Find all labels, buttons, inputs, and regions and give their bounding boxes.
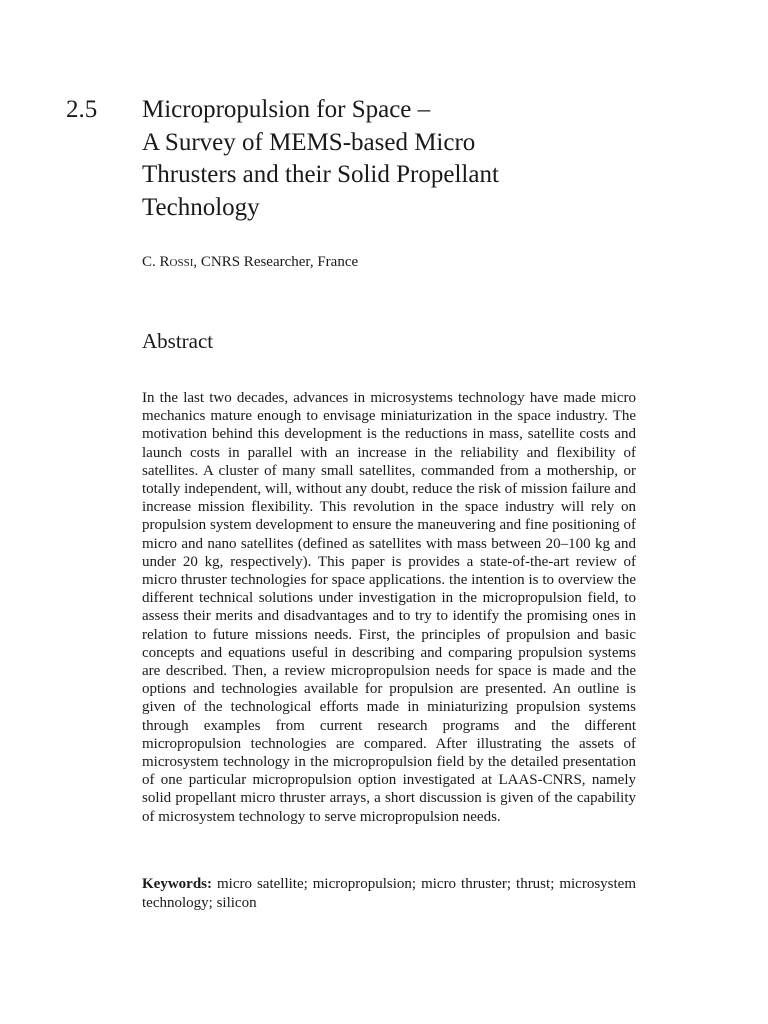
section-title-line: Micropropulsion for Space – — [142, 96, 431, 123]
keywords-label: Keywords: — [142, 876, 212, 892]
abstract-body: In the last two decades, advances in microsystems technology have made micro mechanics mature enough to envisage miniaturization in the space industry. The motivation behind this development is the reductions in mass, satellite costs and launch costs in parallel with an increase in the reliability and flexibility of satellites. A cluster of many small satellites, commanded from a mothership, or totally independent, will, without any doubt, reduce the risk of mission failure and increase mission flexibility. This revolution in the space industry will rely on propulsion system development to ensure the maneuvering and fine positioning of micro and nano satellites (defined as satellites with mass between 20–100 kg and under 20 kg, respectively). This paper is provides a state-of-the-art review of micro thruster technologies for space applications. the intention is to overview the different technical solutions under investigation in the micropropulsion field, to assess their merits and disadvantages and to try to identify the promising ones in relation to future missions needs. First, the principles of propulsion and basic concepts and equations useful in describing and comparing propulsion systems are described. Then, a review micropropulsion needs for space is made and the options and technologies available for propulsion are presented. An outline is given of the technological efforts made in miniaturizing propulsion systems through examples from current research programs and the different micropropulsion technologies are compared. After illustrating the assets of microsystem technology in the micropropulsion field by the detailed presentation of one particular micropropulsion option investigated at LAAS-CNRS, namely solid propellant micro thruster arrays, a short discussion is given of the capability of microsystem technology to serve micropropulsion needs. — [142, 390, 636, 825]
section-title-line: Thrusters and their Solid Propellant — [142, 161, 499, 188]
section-title-line: Technology — [142, 193, 260, 221]
keywords-paragraph — [142, 875, 636, 912]
author-line — [142, 252, 358, 272]
author-surname: Rossi — [159, 254, 194, 270]
section-title — [142, 94, 702, 224]
author-affiliation: , CNRS Researcher, France — [193, 254, 359, 270]
section-heading — [66, 94, 706, 224]
keywords-text: micro satellite; micropropulsion; micro thruster; thrust; microsystem technology; silicon — [142, 876, 636, 911]
section-title-line: A Survey of MEMS-based Micro — [142, 128, 476, 156]
abstract-heading: Abstract — [142, 329, 214, 353]
section-number: 2.5 — [66, 96, 98, 123]
author-initial: C. — [142, 254, 160, 270]
